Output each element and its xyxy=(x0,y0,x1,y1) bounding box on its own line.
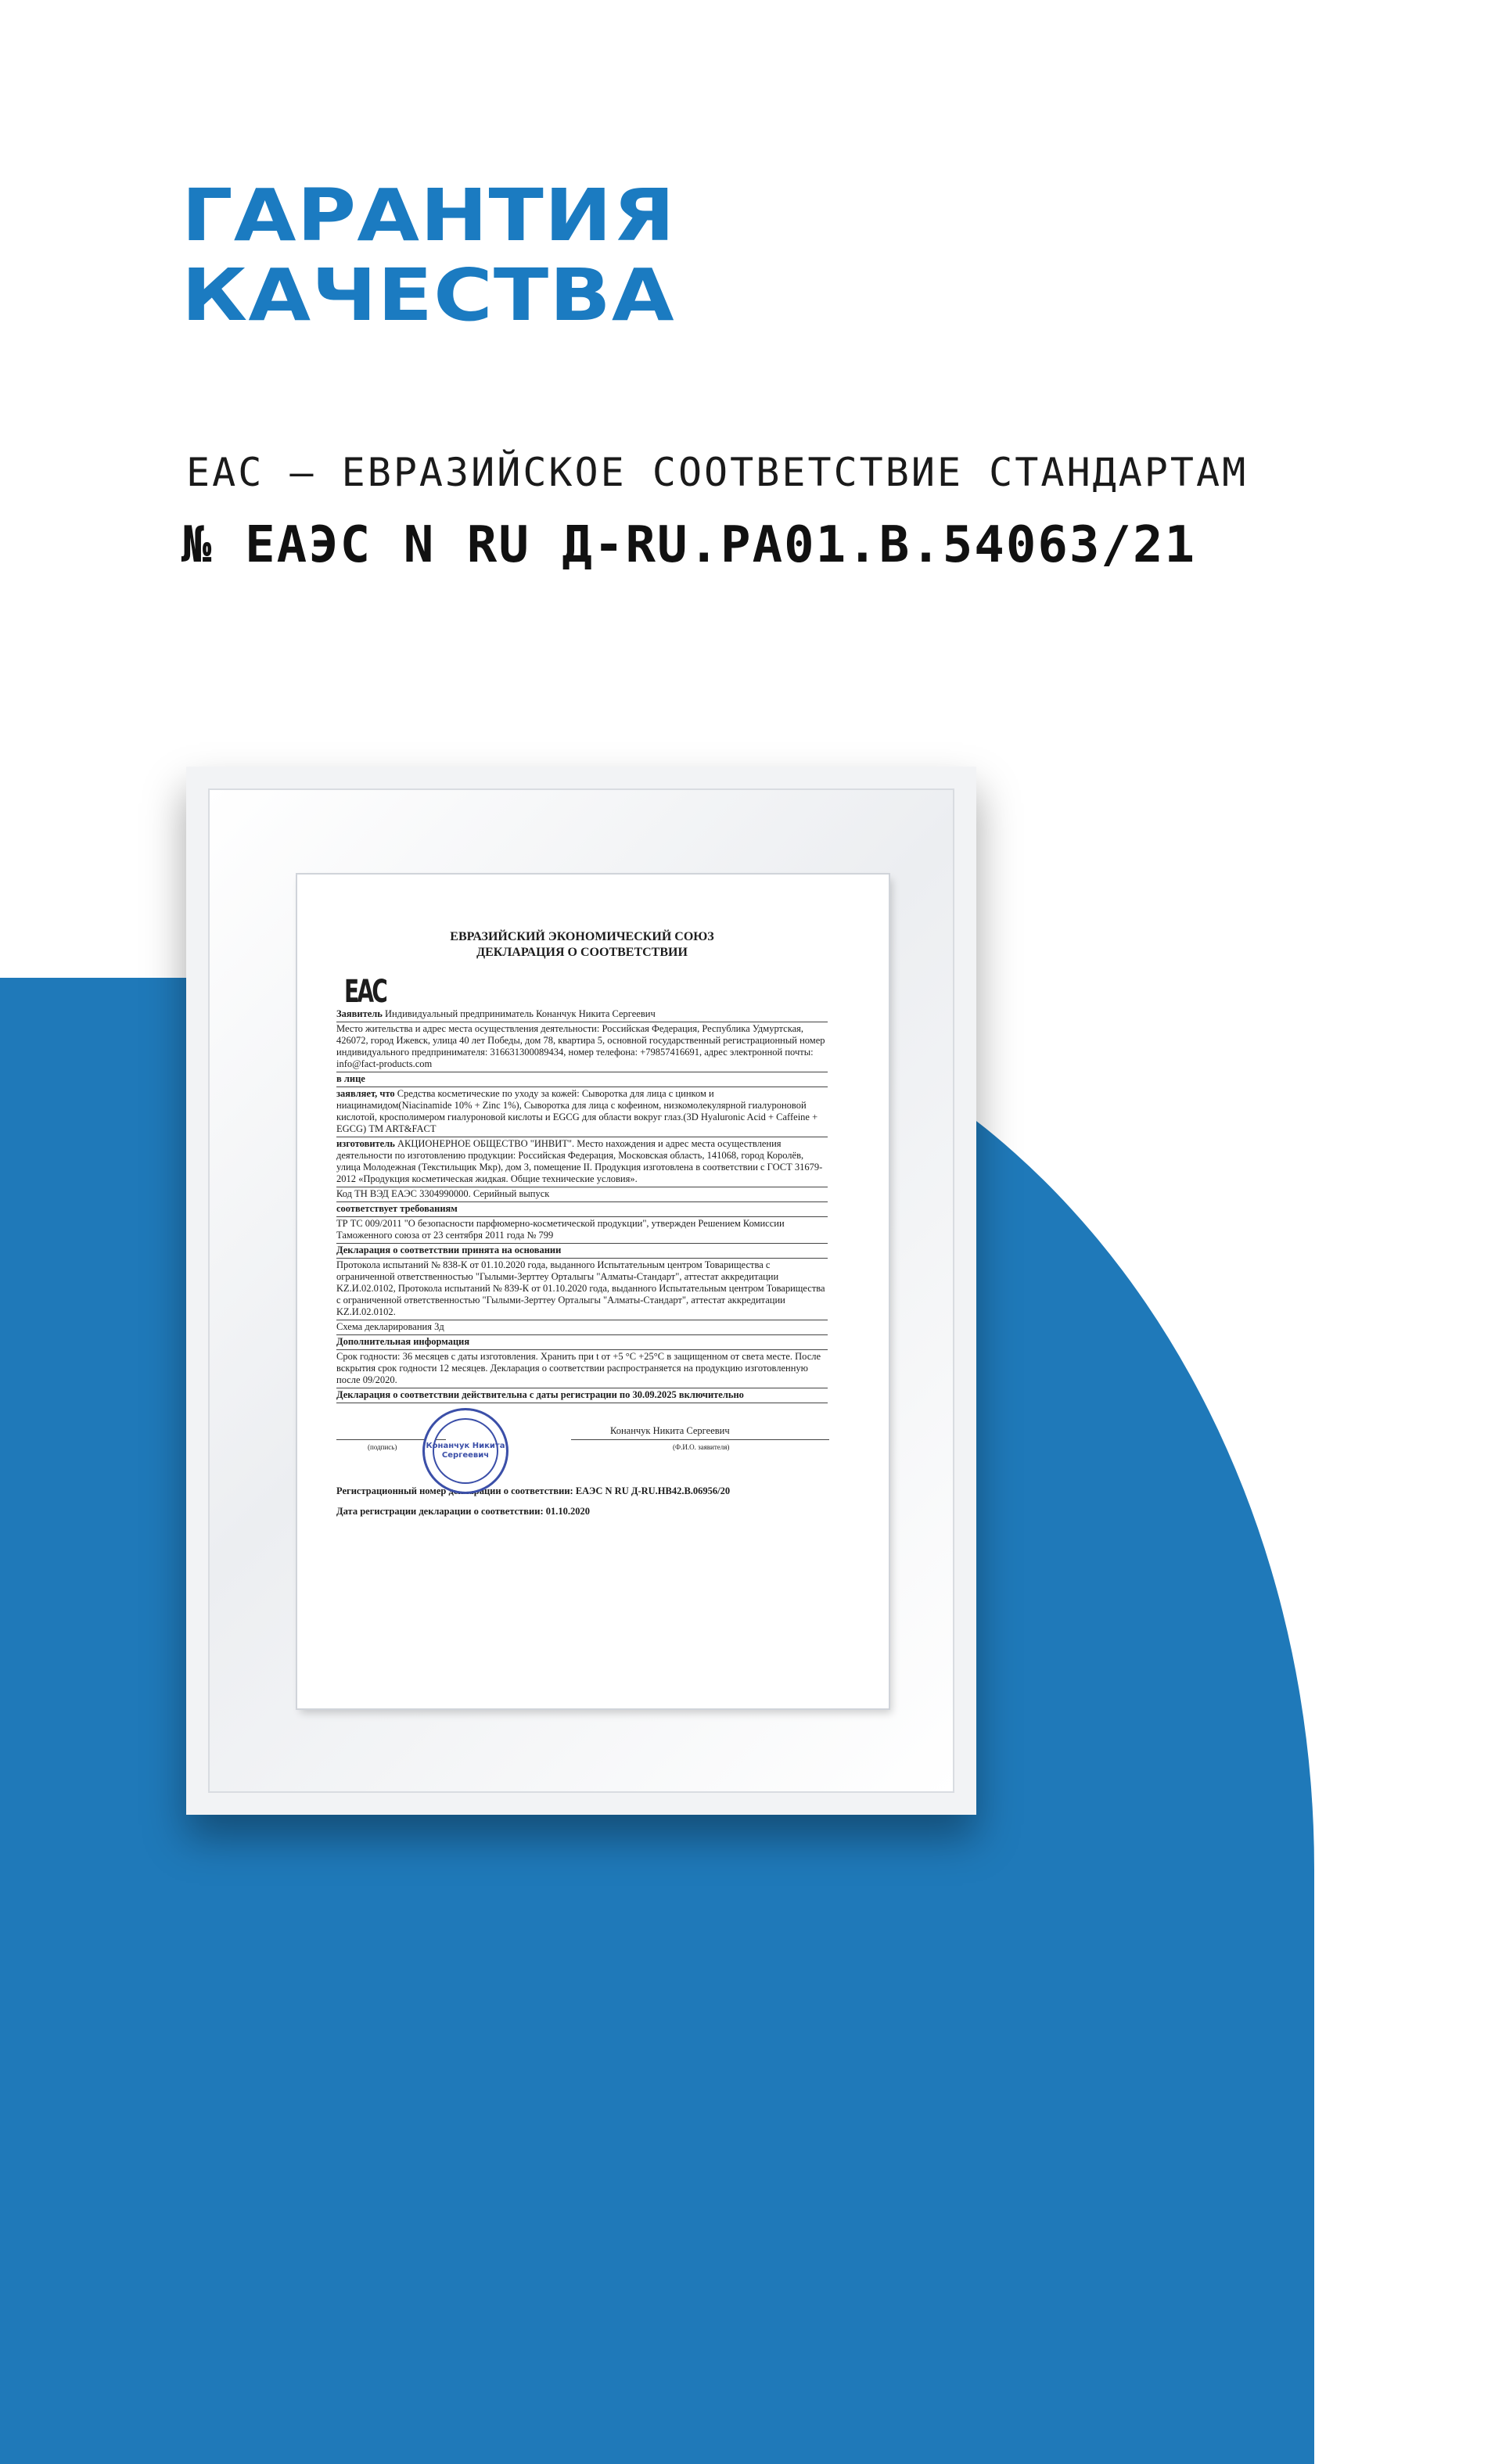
complies-label: соответствует требованиям xyxy=(336,1202,828,1217)
subtitle: EAC – ЕВРАЗИЙСКОЕ СООТВЕТСТВИЕ СТАНДАРТАМ xyxy=(186,450,1249,495)
validity-row: Декларация о соответствии действительна с даты регистрации по 30.09.2025 включительно xyxy=(336,1388,828,1403)
headline-line1: ГАРАНТИЯ xyxy=(181,174,676,257)
certificate-number: № ЕАЭС N RU Д-RU.PA01.B.54063/21 xyxy=(181,516,1196,574)
signer-name: Конанчук Никита Сергеевич xyxy=(610,1425,730,1436)
declares-row: заявляет, что Средства косметические по уходу за кожей: Сыворотка для лица с цинком и ниацинамидом(Niacinamide 10% + Zinc 1%), Сыворотка для лица с кофеином, низкомолекулярной гиалуроновой кислотой, кросполимером гиалуроновой кислоты и EGCG для области вокруг глаз.(3D Hyaluronic Acid + Caffeine + EGCG) TM ART&FACT xyxy=(336,1087,828,1137)
registration-date: Дата регистрации декларации о соответствии: 01.10.2020 xyxy=(336,1506,590,1517)
code-row: Код ТН ВЭД ЕАЭС 3304990000. Серийный выпуск xyxy=(336,1187,828,1202)
name-line xyxy=(571,1439,829,1440)
eac-logo-icon: EAC xyxy=(344,974,386,1010)
applicant-row: Заявитель Индивидуальный предприниматель Конанчук Никита Сергеевич xyxy=(336,1008,828,1022)
headline-line2: КАЧЕСТВА xyxy=(181,253,675,337)
stamp-seal-icon: Конанчук Никита Сергеевич xyxy=(422,1408,508,1494)
registration-number: Регистрационный номер декларации о соответствии: ЕАЭС N RU Д-RU.HB42.B.06956/20 xyxy=(336,1485,731,1496)
signature-caption: (подпись) xyxy=(368,1443,397,1451)
person-row: в лице xyxy=(336,1072,828,1087)
address-row: Место жительства и адрес места осуществления деятельности: Российская Федерация, Республика Удмуртская, 426072, город Ижевск, улица 40 лет Победы, дом 78, квартира 5, основной государственный регистрационный номер индивидуального предпринимателя: 316631300089434, номер телефона: +79857416691, адрес электронной почты: info@fact-products.com xyxy=(336,1022,828,1072)
signature-area xyxy=(336,1414,828,1480)
document-body xyxy=(336,929,828,1519)
complies-row: ТР ТС 009/2011 "О безопасности парфюмерно-косметической продукции", утвержден Решением Комиссии Таможенного союза от 23 сентября 2011 года № 799 xyxy=(336,1217,828,1244)
name-caption: (Ф.И.О. заявителя) xyxy=(673,1443,730,1451)
scheme-row: Схема декларирования 3д xyxy=(336,1320,828,1335)
declaration-document xyxy=(297,875,889,1708)
picture-frame xyxy=(186,767,976,1815)
headline xyxy=(181,174,676,337)
basis-label: Декларация о соответствии принята на основании xyxy=(336,1244,828,1259)
document-title: ЕВРАЗИЙСКИЙ ЭКОНОМИЧЕСКИЙ СОЮЗ ДЕКЛАРАЦИЯ О СООТВЕТСТВИИ xyxy=(450,930,714,959)
basis-row: Протокола испытаний № 838-К от 01.10.2020 года, выданного Испытательным центром Товарищества с ограниченной ответственностью "Гылыми-Зерттеу Орталыгы "Алматы-Стандарт", аттестат аккредитации KZ.И.02.0102, Протокола испытаний № 839-К от 01.10.2020 года, выданного Испытательным центром Товарищества с ограниченной ответственностью "Гылыми-Зерттеу Орталыгы "Алматы-Стандарт", аттестат аккредитации KZ.И.02.0102. xyxy=(336,1259,828,1320)
extra-row: Срок годности: 36 месяцев с даты изготовления. Хранить при t от +5 °С +25°С в защищенном от света месте. После вскрытия срок годности 12 месяцев. Декларация о соответствии распространяется на продукцию изготовленную после 09/2020. xyxy=(336,1350,828,1388)
manufacturer-row: изготовитель АКЦИОНЕРНОЕ ОБЩЕСТВО "ИНВИТ". Место нахождения и адрес места осуществления деятельности по изготовлению продукции: Российская Федерация, Московская область, 141068, город Королёв, улица Молодежная (Текстильщик Мкр), дом 3, помещение II. Продукция изготовлена в соответствии с ГОСТ 31679-2012 «Продукция косметическая жидкая. Общие технические условия». xyxy=(336,1137,828,1187)
extra-label: Дополнительная информация xyxy=(336,1335,828,1350)
